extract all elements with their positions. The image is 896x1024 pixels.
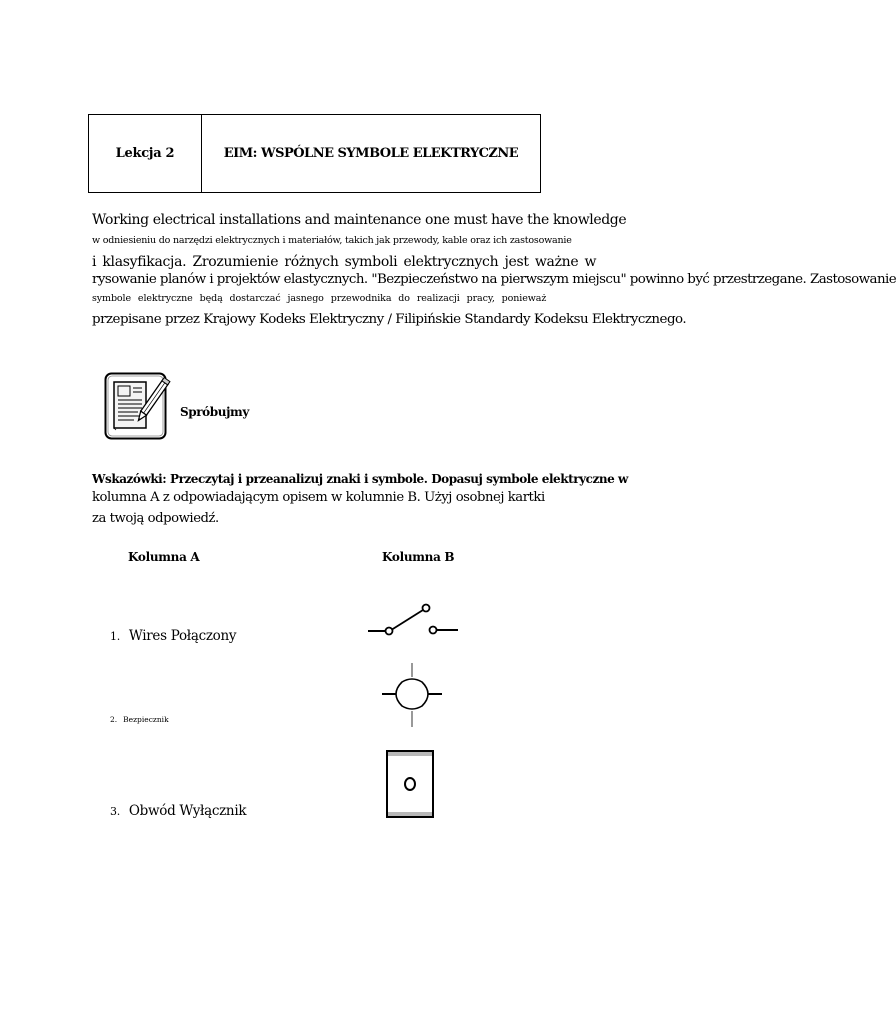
column-b-header: Kolumna B [382,550,455,564]
intro-line-6: przepisane przez Krajowy Kodeks Elektryczny / Filipińskie Standardy Kodeksu Elektrycznego. [92,312,687,327]
column-a-item [110,803,246,819]
instructions-line-1: Wskazówki: Przeczytaj i przeanalizuj znaki i symbole. Dopasuj symbole elektryczne w [92,472,628,486]
item-number: 2. [110,715,118,724]
intro-line-3: i klasyfikacja. Zrozumienie różnych symboli elektrycznych jest ważne w [92,254,597,270]
switch-symbol-icon [366,600,461,640]
column-a-item [110,628,236,644]
column-a-header: Kolumna A [128,550,200,564]
item-text: Obwód Wyłącznik [128,803,247,819]
lesson-header-table [88,114,541,193]
intro-line-1: Working electrical installations and maintenance one must have the knowledge [92,212,627,228]
column-a-item [110,715,169,724]
try-it-label: Spróbujmy [180,405,249,419]
item-text: Bezpiecznik [123,715,169,724]
instructions-line-2: kolumna A z odpowiadającym opisem w kolumnie B. Użyj osobnej kartki [92,490,545,505]
intro-line-4: rysowanie planów i projektów elastycznych. "Bezpieczeństwo na pierwszym miejscu" powinno być przestrzegane. Zastosowanie [92,272,896,287]
lesson-title: EIM: WSPÓLNE SYMBOLE ELEKTRYCZNE [223,146,519,161]
lamp-outlet-symbol-icon [380,662,444,728]
item-text: Wires Połączony [128,628,237,644]
intro-line-5: symbole elektryczne będą dostarczać jasnego przewodnika do realizacji pracy, ponieważ [92,293,547,304]
item-number: 3. [110,805,120,818]
item-number: 1. [110,630,120,643]
lesson-number: Lekcja 2 [89,115,202,192]
boxed-circle-symbol-icon [386,750,434,818]
worksheet-pencil-icon [104,372,167,440]
intro-line-2: w odniesieniu do narzędzi elektrycznych i materiałów, takich jak przewody, kable oraz ich zastosowanie [92,235,572,246]
instructions-line-3: za twoją odpowiedź. [92,511,219,526]
